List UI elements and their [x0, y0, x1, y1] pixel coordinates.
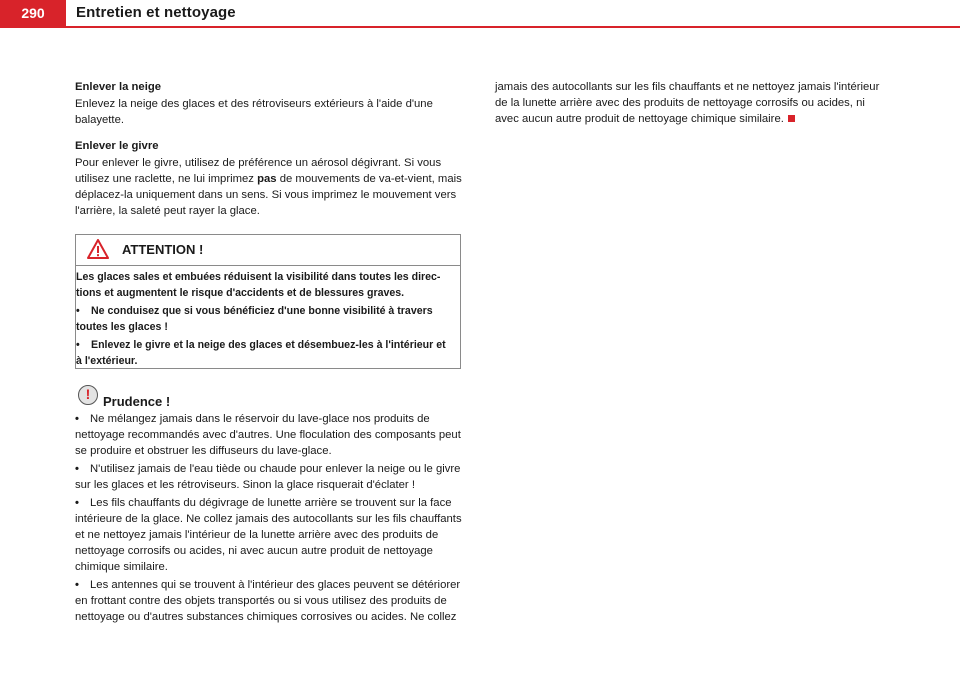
caution-item-1 [75, 411, 467, 459]
warning-item-1 [76, 303, 460, 335]
page-number: 290 [0, 0, 66, 26]
warning-header [76, 235, 460, 266]
bullet-icon: • [75, 463, 79, 475]
frost-line-3: déplacez-la uniquement dans un sens. Si vous imprimez le mouvement vers [75, 189, 457, 201]
frost-line-1: Pour enlever le givre, utilisez de préférence un aérosol dégivrant. Si vous [75, 157, 442, 169]
page-header [0, 0, 960, 27]
right-line-3: avec aucun autre produit de nettoyage chimique similaire. [495, 113, 784, 125]
warning-triangle-icon [87, 239, 109, 259]
warning-item-1-line-2: toutes les glaces ! [76, 321, 168, 333]
caution-exclamation-icon: ! [78, 385, 98, 405]
caution-item-2-line-1: N'utilisez jamais de l'eau tiède ou chaude pour enlever la neige ou le givre [90, 463, 461, 475]
bullet-icon: • [75, 497, 79, 509]
warning-item-2-line-2: à l'extérieur. [76, 355, 138, 367]
caution-item-4-line-3: nettoyage ou d'autres substances chimiques corrosives ou acides. Ne collez [75, 611, 457, 623]
caution-item-1-line-2: nettoyage recommandés avec d'autres. Une floculation des composants peut [75, 429, 461, 441]
caution-item-4-line-1: Les antennes qui se trouvent à l'intérieur des glaces peuvent se détériorer [90, 579, 461, 591]
snow-line-1: Enlevez la neige des glaces et des rétroviseurs extérieurs à l'aide d'une [75, 98, 433, 110]
frost-heading: Enlever le givre [75, 140, 159, 152]
frost-line-2a: utilisez une raclette, ne lui imprimez [75, 173, 258, 185]
bullet-icon: • [75, 579, 79, 591]
caution-item-3-line-4: nettoyage corrosifs ou acides, ni avec aucun autre produit de nettoyage [75, 545, 433, 557]
section-end-marker-icon [788, 115, 795, 122]
right-line-2: de la lunette arrière avec des produits de nettoyage corrosifs ou acides, ni [495, 97, 865, 109]
caution-item-1-line-3: se produire et obstruer les diffuseurs du lave-glace. [75, 445, 332, 457]
warning-box [75, 234, 461, 369]
bullet-icon: • [76, 305, 80, 317]
snow-paragraph [75, 96, 465, 128]
caution-item-2-line-2: sur les glaces et les rétroviseurs. Sinon la glace risquerait d'éclater ! [75, 479, 415, 491]
right-column-paragraph [495, 79, 895, 127]
frost-emphasis: pas [257, 173, 277, 185]
caution-item-3-line-1: Les fils chauffants du dégivrage de lunette arrière se trouvent sur la face [90, 497, 452, 509]
frost-line-2 [75, 171, 465, 187]
warning-title: ATTENTION ! [122, 242, 204, 257]
snow-line-2: balayette. [75, 114, 124, 126]
warning-item-2 [76, 337, 460, 369]
caution-item-3-line-3: et ne nettoyez jamais l'intérieur de la lunette arrière avec des produits de [75, 529, 439, 541]
caution-item-3-line-2: intérieure de la glace. Ne collez jamais des autocollants sur les fils chauffants [75, 513, 462, 525]
caution-item-4-line-2: en frottant contre des objets transportés ou si vous utilisez des produits de [75, 595, 447, 607]
warning-item-1-line-1: Ne conduisez que si vous bénéficiez d'une bonne visibilité à travers [91, 305, 433, 317]
warning-intro-line-2: tions et augmentent le risque d'accidents et de blessures graves. [76, 287, 405, 299]
frost-line-2c: de mouvements de va-et-vient, mais [276, 173, 462, 185]
caution-item-3-line-5: chimique similaire. [75, 561, 168, 573]
warning-item-2-line-1: Enlevez le givre et la neige des glaces et désembuez-les à l'intérieur et [91, 339, 446, 351]
warning-intro-line-1: Les glaces sales et embuées réduisent la visibilité dans toutes les direc- [76, 271, 441, 283]
header-divider [0, 26, 960, 28]
caution-item-2 [75, 461, 467, 493]
bullet-icon: • [75, 413, 79, 425]
caution-item-4 [75, 577, 467, 625]
snow-heading: Enlever la neige [75, 81, 162, 93]
chapter-title: Entretien et nettoyage [76, 4, 236, 21]
warning-intro [76, 269, 460, 301]
right-line-1: jamais des autocollants sur les fils chauffants et ne nettoyez jamais l'intérieur [495, 81, 880, 93]
bullet-icon: • [76, 339, 80, 351]
caution-title: Prudence ! [103, 394, 171, 409]
frost-line-4: l'arrière, la saleté peut rayer la glace. [75, 205, 260, 217]
caution-item-3 [75, 495, 467, 575]
caution-item-1-line-1: Ne mélangez jamais dans le réservoir du lave-glace nos produits de [90, 413, 430, 425]
frost-paragraph [75, 155, 465, 219]
